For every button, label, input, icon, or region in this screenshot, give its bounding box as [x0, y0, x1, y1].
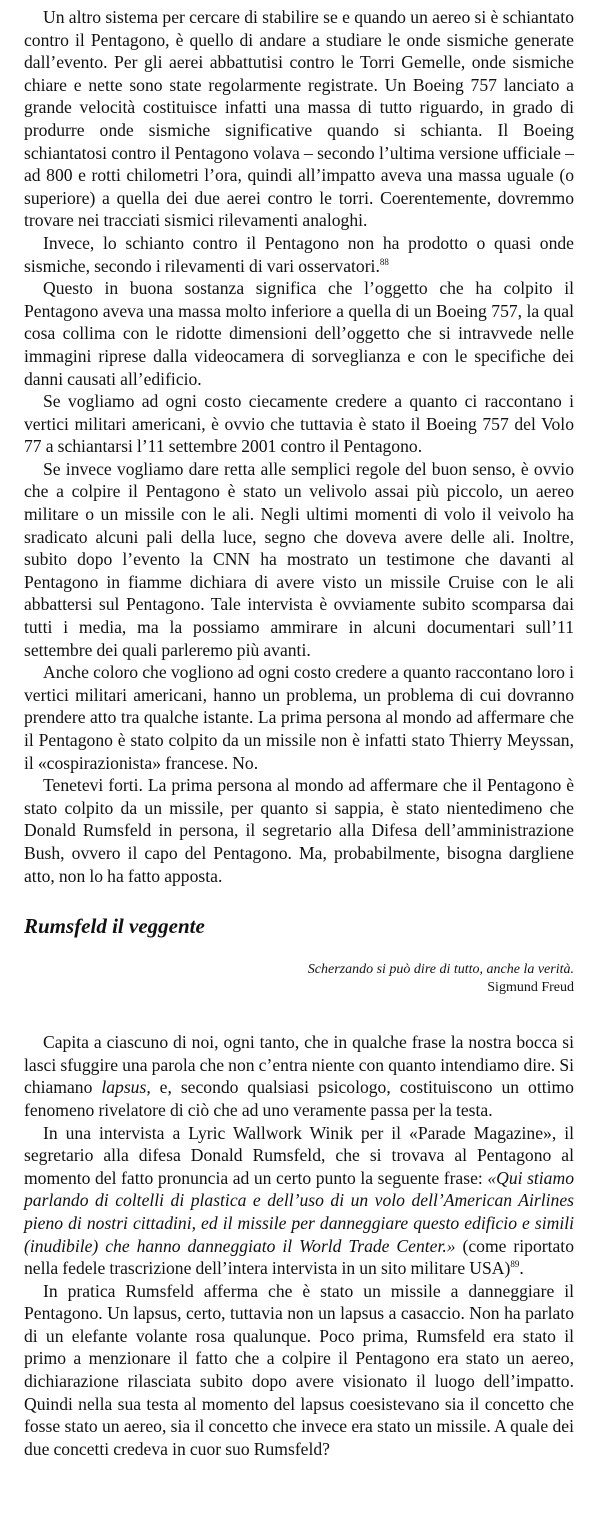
footnote-ref-89: 89 — [510, 1259, 520, 1270]
paragraph-lapsus — [24, 1031, 574, 1121]
paragraph-first-person: Anche coloro che vogliono ad ogni costo credere a quanto raccontano loro i vertici militari americani, hanno un problema, un problema di cui dovranno prendere atto tra qualche istante. La prima persona al mondo ad affermare che il Pentagono è stato colpito da un missile non è infatti stato Thierry Meyssan, il «cospirazionista» francese. No. — [24, 662, 574, 773]
epigraph-quote: Scherzando si può dire di tutto, anche la verità. — [307, 962, 574, 978]
paragraph-smaller-mass: Questo in buona sostanza significa che l’oggetto che ha colpito il Pentagono aveva una massa molto inferiore a quella di un Boeing 757, la qual cosa collima con le ridotte dimensioni dell’oggetto che si intravvede nelle immagini riprese dalla videocamera di sorveglianza e con le specifiche dei danni causati all’edificio. — [24, 278, 574, 389]
rumsfeld-quote: «Qui stiamo parlando di coltelli di plastica e dell’uso di un volo dell’American Airlines pieno di nostri cittadini, ed il missile per danneggiare questo edificio e simili (inudibile) che hanno danneggiato il World Trade Center.» — [24, 1167, 574, 1256]
paragraph-rumsfeld: Tenetevi forti. La prima persona al mondo ad affermare che il Pentagono è stato colpito da un missile, per quanto si sappia, è stato nientedimeno che Donald Rumsfeld in persona, il segretario alla Difesa dell’amministrazione Bush, ovvero il capo del Pentagono. Ma, probabilmente, bisogna dargliene atto, non lo ha fatto apposta. — [24, 775, 574, 886]
text-part: . — [519, 1258, 524, 1279]
paragraph-no-seismic-waves — [24, 232, 574, 277]
footnote-ref-88: 88 — [379, 256, 389, 267]
spacer — [24, 997, 574, 1031]
paragraph-text: Invece, lo schianto contro il Pentagono non ha prodotto o quasi onde sismiche, secondo i rilevamenti di vari osservatori. — [24, 232, 574, 276]
epigraph — [24, 961, 574, 997]
paragraph-interview — [24, 1122, 574, 1280]
italic-word: lapsus, — [101, 1077, 151, 1098]
text-part: Capita a ciascuno di noi, ogni tanto, che in qualche frase la nostra bocca si lasci sfuggire una parola che non c’entra niente con quanto intendiamo dire. Si chiamano — [24, 1032, 574, 1098]
paragraph-in-practice: In pratica Rumsfeld afferma che è stato un missile a danneggiare il Pentagono. Un lapsus, certo, tuttavia non un lapsus a casaccio. Non ha parlato di un elefante volante rosa qualunque. Poco prima, Rumsfeld era stato il primo a menzionare il fatto che a colpire il Pentagono era stato un aereo, dichiarazione rilasciata subito dopo avere visionato il luogo dell’impatto. Quindi nella sua testa al momento del lapsus coesistevano sia il concetto che fosse stato un aereo, sia il concetto che invece era stato un missile. A quale dei due concetti credeva in cuor suo Rumsfeld? — [24, 1280, 574, 1459]
paragraph-common-sense: Se invece vogliamo dare retta alle semplici regole del buon senso, è ovvio che a colpire il Pentagono è stato un velivolo assai più piccolo, un aereo militare o un missile con le ali. Negli ultimi momenti di volo il veivolo ha sradicato alcuni pali della luce, segno che doveva avere delle ali. Inoltre, subito dopo l’evento la CNN ha mostrato un testimone che davanti al Pentagono in fiamme dichiara di avere visto un missile Cruise con le ali abbattersi sul Pentagono. Tale intervista è ovviamente subito scomparsa dai tutti i media, ma la possiamo ammirare in alcuni documentari sull’11 settembre dei quali parleremo più avanti. — [24, 458, 574, 660]
text-part: e, secondo qualsiasi psicologo, costituiscono un ottimo fenomeno rivelatore di ciò che ad uno veramente passa per la testa. — [24, 1077, 574, 1120]
section-heading: Rumsfeld il veggente — [24, 914, 205, 939]
text-part: (come riportato nella fedele trascrizione dell’intera intervista in un sito militare USA) — [24, 1235, 574, 1279]
text-part: In una intervista a Lyric Wallwork Winik per il «Parade Magazine», il segretario alla difesa Donald Rumsfeld, che si trovava al Pentagono al momento del fatto pronuncia ad un certo punto la seguente frase: — [24, 1122, 574, 1188]
paragraph-seismic-waves: Un altro sistema per cercare di stabilire se e quando un aereo si è schiantato contro il Pentagono, è quello di andare a studiare le onde sismiche generate dall’evento. Per gli aerei abbattutisi contro le Torri Gemelle, onde sismiche chiare e nette sono state regolarmente registrate. Un Boeing 757 lanciato a grande velocità costituisce infatti una massa di tutto riguardo, in grado di produrre onde sismiche significative quando si schianta. Il Boeing schiantatosi contro il Pentagono volava – secondo l’ultima versione ufficiale – ad 800 e rotti chilometri l’ora, quindi all’impatto aveva una massa uguale (o superiore) a quella dei due aerei contro le torri. Coerentemente, dovremmo trovare nei tracciati sismici rilevamenti analoghi. — [24, 7, 574, 231]
epigraph-author: Sigmund Freud — [487, 980, 574, 996]
paragraph-official-version: Se vogliamo ad ogni costo ciecamente credere a quanto ci raccontano i vertici militari americani, è ovvio che tuttavia è stato il Boeing 757 del Volo 77 a schiantarsi l’11 settembre 2001 contro il Pentagono. — [24, 391, 574, 457]
